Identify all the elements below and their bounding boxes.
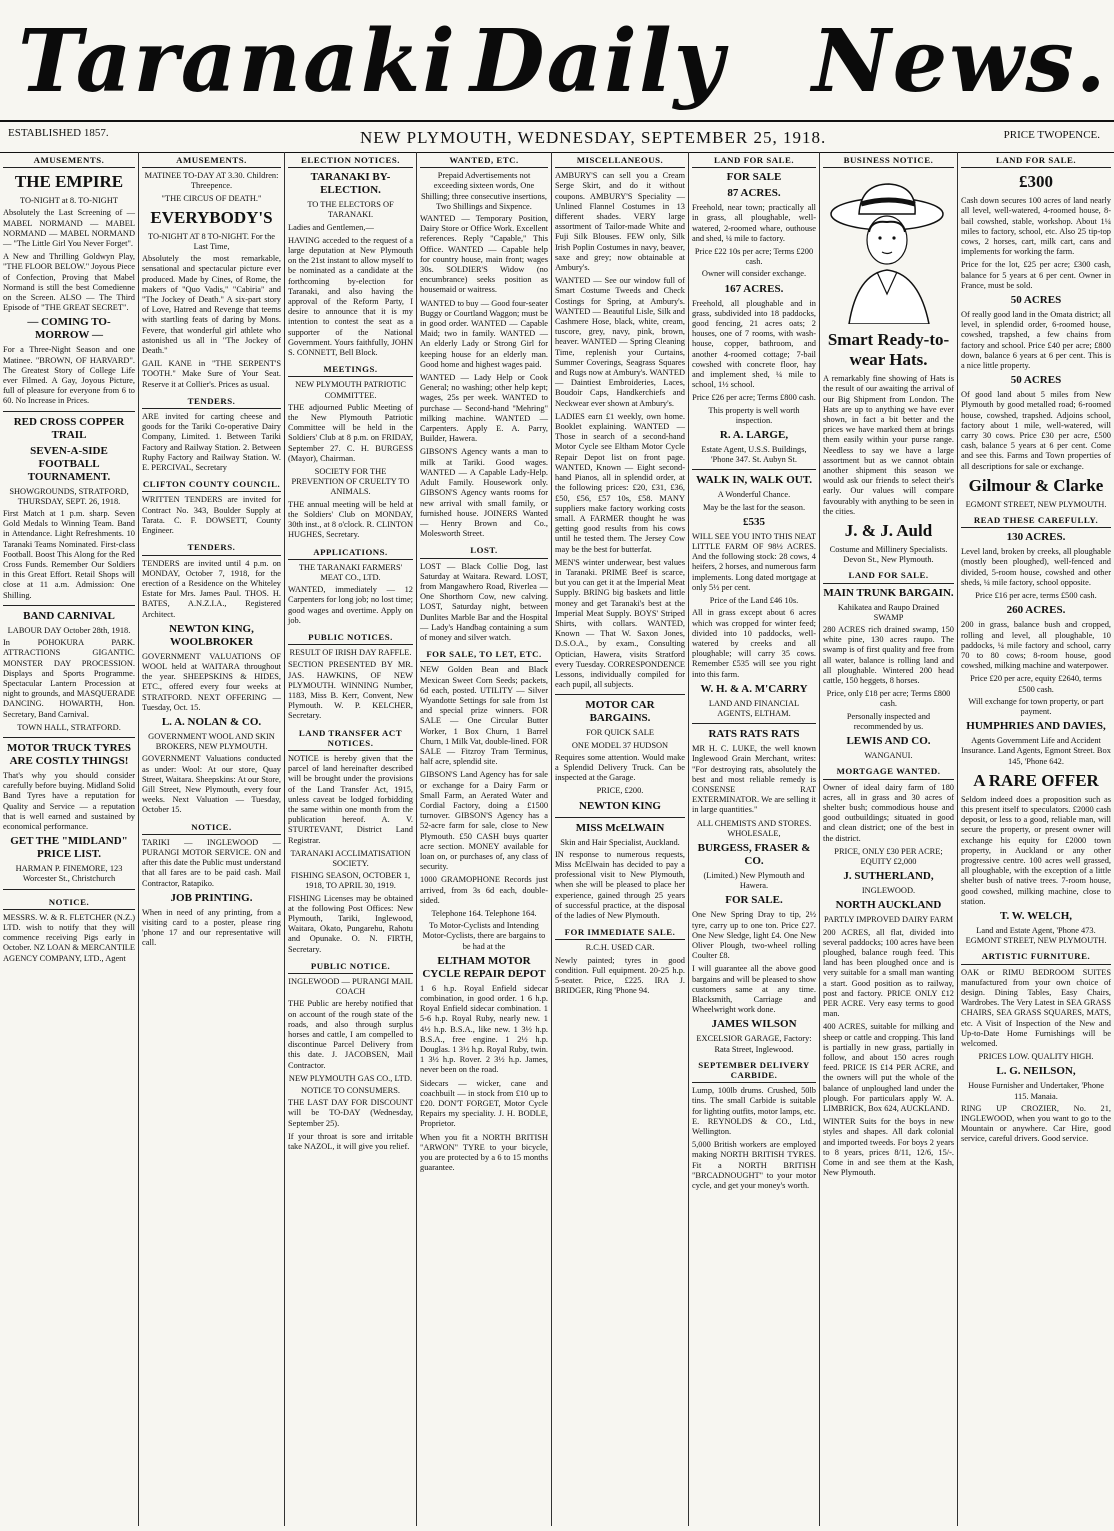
for-sale-ads-1: NEW Golden Bean and Black Mexican Sweet Corn Seeds; packets, 6d each, posted. UTILITY — Silver Wyandotte Settings for sale from 1st and special prize winners. FOR SALE — One Circular Butter Worker, 1 Box Churn, 1 Barrel Churn, 1 Milk Vat, double-lined. FOR SALE — Fitzroy Tram Terminus, half acre, splendid site. [420,665,548,767]
column-7-business [820,152,958,1526]
wilson-subtitle: EXCELSIOR GARAGE, Factory: Rata Street, Inglewood. [696,1034,812,1054]
welch-subtitle: Land and Estate Agent, 'Phone 473. EGMONT STREET, NEW PLYMOUTH. [965,925,1107,946]
misc-ads-3: LADIES earn £1 weekly, own home. Booklet explaining. WANTED — Those in search of a second-hand Motor Cycle see Eltham Motor Cycle Repair Depot list on front page. WANTED, Known — Eight second-hand Pianos, all in splendid order, at the following prices: £20, £31, £36, £50, £56, £57 10s, £58. MANY suppliers make factory working costs small. A FARMER thought he was getting good results from his cows until he tested them. The Jersey Cow may be the best for butterfat. [555,411,685,554]
inspected-note: Personally inspected and recommended by us. [846,711,931,731]
carnival-blurb: In POHOKURA PARK. ATTRACTIONS GIGANTIC. MONSTER DAY PROCESSION. Displays and Sports Programme. Spectacular Lantern Procession at night to grounds, and MASQUERADE DANCING. HOWARTH, Hon. Secretary, Band Carnival. [3,638,135,719]
connett-letter: HAVING acceded to the request of a large deputation at New Plymouth on the 21st instant to allow myself to be nominated as a candidate at the forthcoming by-election for Taranaki, and also having the approval of the Reform Party, I desire to announce that it is my intention to contest the seat as a supporter of the National Government. Yours faithfully, JOHN S. CONNETT, Bell Block. [288,235,413,358]
rch-note: Newly painted; tyres in good condition. Full equipment. 20-25 h.p. 5-seater. Price, £225. IRA J. BRIDGER, Ring 'Phone 94. [555,955,685,996]
immediate-sale-heading: FOR IMMEDIATE SALE. [555,924,685,940]
columns [0,152,1114,1531]
crozier-blurb: RING UP CROZIER, No. 21, INGLEWOOD, when you want to go to the Mountain or anywhere. Car Hire, good service, careful drivers. Good service. [961,1103,1111,1144]
smart-hats-title: Smart Ready-to-wear Hats. [827,330,950,370]
carbide-heading: SEPTEMBER DELIVERY CARBIDE. [692,1057,816,1083]
dateline-bar [0,120,1114,153]
divider [692,723,816,724]
mcelwain-blurb: IN response to numerous requests, Miss McElwain has decided to pay a professional visit to New Plymouth, when she will be pleased to place her experience, gained through 25 years of successful practice, at the disposal of the ladies of New Plymouth. [555,849,685,920]
mail-coach-blurb: THE Public are hereby notified that on account of the rough state of the roads, and also through surplus horses and cattle, I am compelled to discontinue Parcel Delivery from this date. J. JACOBSEN, Mail Contractor. [288,999,413,1070]
price-535: £535 [743,515,765,528]
gilmour-title: Gilmour & Clarke [968,475,1104,495]
nazol-blurb: If your throat is sore and irritable take NAZOL, it will give you relief. [288,1131,413,1152]
raffle-blurb: SECTION PRESENTED BY MR. JAS. HAWKINS, OF NEW PLYMOUTH. WINNING Number, 1183, Miss B. Kerr, Convent, New Plymouth. W. P. KELCHER, Secretary. [288,660,413,721]
acres-87: 87 ACRES. [727,187,781,200]
fishing-season: FISHING SEASON, OCTOBER 1, 1918, TO APRIL 30, 1919. [290,871,411,891]
winter-suits-blurb: WINTER Suits for the boys in new styles and shapes. All dark colonial and imported tweeds. For boys 2 years to 8 years, prices 8/11, 12/6, 15/-. Come in and see them at the Kash, New Plymouth. [823,1117,954,1178]
for-sale-2: FOR SALE. [725,894,783,907]
tournament-title: SEVEN-A-SIDE FOOTBALL TOURNAMENT. [27,444,111,483]
hats-blurb: A remarkably fine showing of Hats is the result of our awaiting the arrival of our Big Shipment from London. The Hats are up to anything we have ever shown, in fact a bit better and the prices we have marked them at brings them easily within your purse range. Needless to say we have a large assortment but as we cannot obtain another shipment this season we would ask our friends to select their's early. Our values will compare favourably with anything to be seen in the cities. [823,374,954,516]
tariki-tender: ARE invited for carting cheese and goods for the Tariki Co-operative Dairy Company, Limited. 1. Between Tariki Factory and Railway Station. 2. Between Ruphy Factory and Railway Station. W. E. PERCIVAL, Secretary [142,412,281,473]
mortgage-price: PRICE, ONLY £30 PER ACRE; EQUITY £2,000 [834,846,943,866]
sidecars-blurb: Sidecars — wicker, cane and coachbuilt — in stock from £10 up to £20. DON'T FORGET, Motor Cycle Repairs my speciality. J. H. BODLE, Proprietor. [420,1078,548,1129]
lost-ads: LOST — Black Collie Dog, last Saturday at Waitara. Reward. LOST, from Mangawhero Road, Riverlea — One Shorthorn Cow, new calving. LOST, Saturday night, between Dunlites Marble Bar and the Hospital — Lady's Handbag containing a sum of money and silver watch. [420,561,548,642]
column-1-amusements [0,152,139,1526]
acres-167-blurb: Freehold, all ploughable and in grass, subdivided into 18 paddocks, good fencing, 21 acres oats; 2 houses, one of 7 rooms, with wash-house, copper, bathroom, and another 4-roomed cottage; 7-bail cowshed with concrete floor, hay and implement shed, ¼ mile to school, 1½ school. [692,298,816,390]
town-hall-line: TOWN HALL, STRATFORD. [17,722,121,732]
cash-down-blurb: Cash down secures 100 acres of land nearly all level, well-watered, 4-roomed house, 8-bail cowshed, stable, workshop. About 1¼ miles to factory, school, etc. Also 25 tip-top cows, 2 horses, cart, milk cart, cans and implements for working the farm. [961,196,1111,257]
coming-tomorrow: — COMING TO-MORROW — [27,316,111,342]
showgrounds-line: SHOWGROUNDS, STRATFORD, THURSDAY, SEPT. 26, 1918. [9,486,129,506]
hudson-title: ONE MODEL 37 HUDSON [571,740,669,750]
salutation: Ladies and Gentlemen,— [288,222,374,232]
applications-heading: APPLICATIONS. [288,544,413,560]
farm-blurb-2: All in grass except about 6 acres which was cropped for winter feed; divided into 10 paddocks, well-watered by creeks and all ploughable; will carry 35 cows. Remember £535 will see you right into this farm. [692,608,816,679]
price-for-lot: Price for the lot, £25 per acre; £300 cash, balance for 5 years at 6 per cent. Owner in France, must be sold. [961,260,1111,290]
acres-200-blurb: 200 ACRES, all flat, divided into several paddocks; 100 acres have been ploughed, balance rough feed. This land has been ploughed once and is very suitable for a small man wanting a start. Good position as to railway, post and factory. PRICE ONLY £12 PER ACRE. Very easy terms to good man. [823,927,954,1019]
good-land-blurb: Of good land about 5 miles from New Plymouth by good metalled road; 6-roomed house, cowshed, trapshed. Adjoins school, factory about 1 mile, well-watered, will carry 30 cows. Price £30 per acre, £500 cash, balance 5 years at 6 per cent. Come and see this. Farms and Town properties of all descriptions for sale or exchange. [961,390,1111,471]
tyres-blurb: That's why you should consider carefully before buying. Midland Solid Band Tyres have a reputation for Quality and Service — a reputation that is well earned and sustained by economical performance. [3,770,135,831]
column-2-amusements [139,152,285,1526]
acres-87-price: Price £22 10s per acre; Terms £200 cash. [694,247,814,267]
fishing-blurb: FISHING Licenses may be obtained at the following Post Offices: New Plymouth, Tariki, Inglewood, Waitara, Okato, Pungarehu, Rahotu and Opunake. O. N. FIRTH, Secretary. [288,893,413,954]
acres-50-b: 50 ACRES [1010,374,1062,387]
humphries-title: HUMPHRIES AND DAVIES, [966,720,1106,733]
clifton-heading: CLIFTON COUNTY COUNCIL. [142,476,281,492]
wonderful-chance: A Wonderful Chance. [717,490,791,500]
divider [3,889,135,890]
divider [555,817,685,818]
floor-below-blurb: A New and Thrilling Goldwyn Play, "THE FLOOR BELOW." Joyous Piece of Confection, Proving that Mabel Normand is still the best Comedienne on the Screen. ALSO — The Third Episode of "THE GREAT SECRET". [3,252,135,313]
chemists-line: ALL CHEMISTS AND STORES. WHOLESALE, [696,818,812,838]
acres-260-price: Price £20 per acre, equity £2640, terms £500 cash. [970,674,1102,694]
motorcycle-list: 1 6 h.p. Royal Enfield sidecar combination, in good order. 1 6 h.p. Royal Enfield sidecar combination. 1 5-6 h.p. Royal Ruby, nearly new. 1 4½ h.p. B.S.A., like new. 1 3½ h.p. B.S.A., free engine. 1 2½ h.p. Douglas. 1 3½ h.p. Royal Ruby, twin. 1 3½ h.p. Rover. 2 3½ h.p. James, never been on the road. [420,983,548,1075]
established-note: ESTABLISHED 1857. [8,127,109,139]
misc-ads-4: MEN'S winter underwear, best values in Taranaki. PRIME Beef is scarce, but you can get it at the Imperial Meat Supply. BRING big baskets and little money and get Taranaki's best at the Imperial Meat Supply. BOYS' Striped Shirts, with collars. WANTED, Known — That W. Saxon Jones, D.S.O.A., by exam., Consulting Optician, Hawera, visits Stratford every Tuesday. CORRESPONDENCE Lessons, individually compiled for each pupil, all subjects. [555,557,685,690]
mail-coach-title: INGLEWOOD — PURANGI MAIL COACH [288,977,413,997]
nolan-blurb: GOVERNMENT Valuations conducted as under: Wool: At our store, Quay Street, Waitara. Sheepskins: At our Store, Gill Street, New Plymouth, every four weeks. Next Valuation — Tuesday, October 15. [142,754,281,815]
divider [3,411,135,412]
acres-167: 167 ACRES. [724,282,784,295]
rch-title: R.C.H. USED CAR. [585,943,655,953]
lost-heading: LOST. [420,542,548,558]
divider [555,694,685,695]
mortgage-heading: MORTGAGE WANTED. [823,763,954,779]
price-note: PRICE TWOPENCE. [1003,129,1100,141]
tenders-heading: TENDERS. [142,393,281,409]
neilson-title: L. G. NEILSON, [996,1065,1076,1078]
acres-400-blurb: 400 ACRES, suitable for milking and sheep or cattle and cropping. This land is partially in new grass, partially in follow, and about 150 acres rough feed. PRICE IS £14 PER ACRE, and the owners will put the whole of the balance of unploughed land under the plough. For particulars apply W. A. LIMBRICK, Box 624, AUCKLAND. [823,1022,954,1113]
cruelty-title: SOCIETY FOR THE PREVENTION OF CRUELTY TO ANIMALS. [291,467,410,497]
hudson-price: PRICE, £200. [596,786,644,796]
copper-trail-title: RED CROSS COPPER TRAIL [13,415,125,441]
empire-blurb: Absolutely the Last Screening of — MABEL NORMAND — MABEL NORMAND — MABEL NORMAND — "The Little Girl You Never Forget". [3,208,135,249]
dairy-farm-subtitle: PARTLY IMPROVED DAIRY FARM [823,915,954,925]
notice-heading: NOTICE. [142,819,281,835]
column-3-election [285,152,417,1526]
brown-harvard-blurb: For a Three-Night Season and one Matinee. "BROWN, OF HARVARD". The Greatest Story of College Life ever Filmed. A Gay, Joyous Picture, full of pleasure for everyone from 6 to 60. No Increase in Prices. [3,345,135,406]
masthead-title-taranaki: Taranaki [18,11,458,112]
hudson-note: Requires some attention. Would make a Splendid Delivery Truck. Can be inspected at the Garage. [555,752,685,783]
exchange-note: Owner will consider exchange. [701,269,807,279]
land-for-sale-heading: LAND FOR SALE. [823,567,954,583]
section-heading: LAND FOR SALE. [961,152,1111,168]
job-printing-blurb: When in need of any printing, from a visiting card to a poster, please ring 'phone 17 and our representative will call. [142,907,281,948]
patriotic-blurb: THE adjourned Public Meeting of the New Plymouth Patriotic Committee will be held in the Soldiers' Club at 8 p.m. on FRIDAY, September 27. C. H. BURGESS (Mayor), Chairman. [288,402,413,463]
labour-day-line: LABOUR DAY October 28th, 1918. [7,625,131,635]
land-act-blurb: NOTICE is hereby given that the parcel of land hereinafter described will be brought under the provisions of the Land Transfer Act, 1915, unless caveat be lodged forbidding the same within one month from the publication hereof. A. V. STURTEVANT, District Land Registrar. [288,753,413,845]
column-6-land [689,152,820,1526]
acres-130: 130 ACRES. [1006,531,1066,544]
burgess-title: BURGESS, FRASER & CO. [697,841,811,867]
divider [692,469,816,470]
woman-hat-illustration [829,174,949,324]
newton-king-name: NEWTON KING [578,799,661,812]
nolan-title: L. A. NOLAN & CO. [161,715,262,728]
section-heading: MISCELLANEOUS. [555,152,685,168]
acres-87-blurb: Freehold, near town; practically all in grass, all ploughable, well-watered, 2-roomed whare, outhouse and shed, ¼ mile to factory. [692,203,816,243]
column-8-land [958,152,1114,1526]
matinee-line: MATINEE TO-DAY AT 3.30. Children: Threepence. [144,171,279,191]
gramophone-ad: 1000 GRAMOPHONE Records just arrived, from 3s 6d each, double-sided. [420,875,548,905]
motor-service-notice: TARIKI — INGLEWOOD — PURANGI MOTOR SERVICE. ON and after this date the Public must understand that all fares are to be paid cash. Mail Contractor, Ratapiko. [142,837,281,888]
wanted-ad-1: WANTED — Temporary Position, Dairy Store or Office Work. Excellent references. Reply "Capable," This Office. WANTED — Capable help for country house, main front; wages 30s. SOLDIER'S Widow (no encumbrance) seeks position as housemaid or waitress. [420,214,548,295]
section-heading: ELECTION NOTICES. [288,152,413,168]
circus-blurb: Absolutely the most remarkable, sensational and spectacular picture ever produced. Made by Cines, of Rome, the makers of "Quo Vadis," "Cabiria" and "The Jockey of Death." A six-part story of Love, Hatred and Revenge that teems with startling feats of daring by Mons. Fevere, that wonderful girl athlete who astonished us all in "The Jockey of Death." [142,254,281,356]
burgess-subtitle: (Limited.) New Plymouth and Hawera. [703,870,805,891]
auld-subtitle: Costume and Millinery Specialists. Devon St., New Plymouth. [829,545,948,565]
acres-50-a: 50 ACRES [1010,294,1062,307]
cruelty-blurb: THE annual meeting will be held at the Soldiers' Club on MONDAY, 30th inst., at 8 o'clock. R. CLINTON HUGHES, Secretary. [288,499,413,540]
section-heading: LAND FOR SALE. [692,152,816,168]
prepaid-note: Prepaid Advertisements not exceeding sixteen words, One Shilling; three consecutive insertions, Two Shillings and Sixpence. [420,171,548,211]
acres-130-price: Price £16 per acre, terms £500 cash. [975,591,1097,601]
section-heading: WANTED, ETC. [420,152,548,168]
acclimatisation-title: TARANAKI ACCLIMATISATION SOCIETY. [290,848,411,868]
mcelwain-title: MISS McELWAIN [575,821,665,834]
raffle-title: RESULT OF IRISH DAY RAFFLE. [289,648,412,658]
consumers-title: NOTICE TO CONSUMERS. [300,1086,401,1096]
for-sale-heading: FOR SALE, TO LET, ETC. [420,646,548,662]
by-election-title: TARANAKI BY-ELECTION. [310,171,391,197]
swamp-price: Price, only £18 per acre; Terms £800 cash. [826,689,951,709]
land-price: Price of the Land £46 10s. [709,596,799,606]
rats-title: RATS RATS RATS [708,728,800,741]
neilson-subtitle: House Furnisher and Undertaker, 'Phone 115. Manaia. [968,1081,1104,1101]
sutherland-subtitle: INGLEWOOD. [861,886,916,896]
section-heading: BUSINESS NOTICE. [823,152,954,168]
column-5-miscellaneous [552,152,689,1526]
eltham-depot-title: ELTHAM MOTOR CYCLE REPAIR DEPOT [422,954,546,980]
finemore-agent: HARMAN P. FINEMORE, 123 Worcester St., Christchurch [15,864,123,884]
lewis-title: LEWIS AND CO. [846,735,931,748]
wilson-title: JAMES WILSON [711,1018,797,1031]
land-act-heading: LAND TRANSFER ACT NOTICES. [288,725,413,751]
main-trunk-title: MAIN TRUNK BARGAIN. [823,586,954,599]
implements-list: One New Spring Dray to tip, 2½ tyre, carry up to one ton. Price £27. One New Sledge, light £4. One New Oliver Plough, two-wheel rolling Coulter £8. [692,910,816,961]
carpenters-wanted: WANTED, immediately — 12 Carpenters for long job; no lost time; good wages and overtime. Apply on job. [288,585,413,625]
divider [3,605,135,606]
ambury-ads-1: AMBURY'S can sell you a Cream Serge Skirt, and do it without coupons. AMBURY'S Speciality — Unlined Flannel Costumes in 13 different shades. VERY large assortment of Tailor-made White and Fuji Silk Blouses. FEW only, Silk Irish Poplin Costumes in navy, beaver, saxe and grey; now obtainable at Ambury's. [555,171,685,273]
clifton-tender: WRITTEN TENDERS are invited for Contract No. 343, Boulder Supply at Tarata. C. F. DOWSETT, County Engineer. [142,495,281,536]
rats-blurb: MR H. C. LUKE, the well known Inglewood Grain Merchant, writes: "For destroying rats, absolutely the best and most reliable remedy is CONSENSE RAT EXTERMINATOR. We are selling it in large quantities." [692,744,816,815]
north-british-tyre: When you fit a NORTH BRITISH "ARWON" TYRE to your bicycle, you are protected by a 6 to 15 months guarantee. [420,1132,548,1173]
circus-of-death: "THE CIRCUS OF DEATH." [161,193,262,203]
motor-tyres-title: MOTOR TRUCK TYRES ARE COSTLY THINGS! [6,741,132,767]
welch-title: T. W. WELCH, [999,909,1073,922]
patriotic-title: NEW PLYMOUTH PATRIOTIC COMMITTEE. [295,380,406,400]
band-carnival-title: BAND CARNIVAL [23,609,115,622]
farm-blurb: WILL SEE YOU INTO THIS NEAT LITTLE FARM OF 98½ ACRES. And the following stock: 28 cows, 4 heifers, 2 horses, and numerous farm implements. Long dated mortgage at only 5½ per cent. [692,531,816,592]
swamp-subtitle: Kahikatea and Raupo Drained SWAMP [837,602,940,622]
auld-title: J. & J. Auld [844,521,933,541]
divider [3,737,135,738]
furniture-heading: ARTISTIC FURNITURE. [961,948,1111,964]
acres-130-blurb: Level land, broken by creeks, all ploughable (mostly been ploughed), well-fenced and divided, 5-room house, cowshed and other sheds, ¼ mile factory, school opposite. [961,547,1111,587]
nolan-subtitle: GOVERNMENT WOOL AND SKIN BROKERS, NEW PLYMOUTH. [148,731,275,752]
everybodys-title: EVERYBODY'S [150,207,273,227]
meetings-heading: MEETINGS. [288,361,413,377]
newton-king-title: NEWTON KING, WOOLBROKER [169,622,254,648]
section-heading: AMUSEMENTS. [142,152,281,168]
wanted-ad-4: GIBSON'S Agency wants a man to milk at Tariki. Good wages. WANTED — A Capable Lady-Help. Adult Family. Housework only. GIBSON'S Agency wants rooms for new arrival with small family, or furnished house. JOINERS Wanted — Henry Brown and Co., Molesworth Street. [420,447,548,539]
midland-price-list: GET THE "MIDLAND" PRICE LIST. [10,835,128,861]
tournament-blurb: First Match at 1 p.m. sharp. Seven Gold Medals to Winning Team. Band in Attendance. Light Refreshments. 10 Taranaki Teams Nominated. First-class Football. Boost This Along for the Red Cross Funds. Remember Our Soldiers in this Great Effort. Retail Shops will close at 11 a.m. Admission: One Shilling. [3,509,135,600]
lewis-subtitle: WANGANUI. [864,751,913,761]
mccarry-title: W. H. & A. M'CARRY [700,682,808,695]
furniture-blurb: OAK or RIMU BEDROOM SUITES manufactured from your own choice of design. Dining Tables, Easy Chairs, Wardrobes. The Very Latest in SEA GRASS CHAIRS, SEA GRASS SQUARES, MATS, etc. A Visit of Inspection of the New and Up-to-Date Home Furnishings will be welcomed. [961,967,1111,1048]
implements-note: I will guarantee all the above good bargains and will be pleased to show customers same at any time. Blacksmith, Carriage and Wheelwright work done. [692,964,816,1015]
gas-co-title: NEW PLYMOUTH GAS CO., LTD. [288,1073,413,1083]
place-and-date: NEW PLYMOUTH, WEDNESDAY, SEPTEMBER 25, 1918. [360,128,827,147]
column-4-wanted [417,152,552,1526]
gilmour-subtitle: EGMONT STREET, NEW PLYMOUTH. [965,499,1107,509]
wool-valuations: GOVERNMENT VALUATIONS OF WOOL held at WAITARA throughout the year. SHEEPSKINS & HIDES, ETC., offered every four weeks at STRATFORD. NEXT OFFERING — Tuesday, Oct. 15. [142,651,281,712]
exchange-note: Will exchange for town property, or part payment. [968,696,1104,716]
gail-kane-blurb: GAIL KANE in "THE SERPENT'S TOOTH." Make Sure of Your Seat. Reserve it at Collier's. Prices as usual. [142,359,281,389]
carbide-blurb: Lump, 100lb drums. Crushed, 50lb tins. The small Carbide is suitable for lighting outfits, motor lamps, etc. E. REYNOLDS & CO., Ltd., Wellington. [692,1086,816,1137]
for-sale-ads-2: GIBSON'S Land Agency has for sale or exchange for a Dairy Farm or Small Farm, an Aerated Water and Cordial Factory, doing a £1500 turnover. GIBSON'S Agency has a 52-acre farm for sale, close to New Plymouth. £50 CASH buys quarter acre section. MONEY available for loan on, or purchases of, any class of security. [420,770,548,872]
farmers-meat-title: THE TARANAKI FARMERS' MEAT CO., LTD. [298,562,403,582]
public-notice-heading: PUBLIC NOTICE. [288,958,413,974]
mccarry-subtitle: LAND AND FINANCIAL AGENTS, ELTHAM. [708,698,800,718]
inspection-note: This property is well worth inspection. [708,405,800,425]
motorists-line: To Motor-Cyclists and Intending Motor-Cyclists, there are bargains to be had at the [422,921,546,951]
swamp-blurb: 280 ACRES rich drained swamp, 150 white pine, 130 acres raupo. The swamp is of first quality and free from all water, balance is rolling land and all ploughable. Wintered 200 head cattle, 150 heggets, 8 horses. [823,625,954,686]
section-heading: AMUSEMENTS. [3,152,135,168]
rare-offer-blurb: Seldom indeed does a proposition such as this present itself to speculators. £2000 cash deposit, or less to a good, reliable man, will secure the property, or present owner will exchange his equity for £2000 town property, in Auckland or any other progressive centre. 100 acres well grassed, all ploughable, with the exception of a little shelter bush of native trees. 7-room house, good cowshed, milking machine, close to station. [961,794,1111,906]
read-carefully-heading: READ THESE CAREFULLY. [961,512,1111,528]
sutherland-title: J. SUTHERLAND, [843,870,934,883]
quick-sale: FOR QUICK SALE [586,728,654,738]
motor-car-bargains: MOTOR CAR BARGAINS. [585,699,655,725]
for-sale-title: FOR SALE [726,171,782,184]
north-auckland-title: NORTH AUCKLAND [835,899,942,912]
empire-title: THE EMPIRE [14,172,124,192]
walk-in-title: WALK IN, WALK OUT. [695,474,813,487]
acres-167-price: Price £26 per acre; Terms £800 cash. [692,393,816,403]
residence-tender: TENDERS are invited until 4 p.m. on MONDAY, October 7, 1918, for the erection of a Residence on the Whiteley Estate for Mrs. James Paul. THOS. H. BATES, A.N.Z.I.A., Registered Architect. [142,558,281,619]
notice-heading: NOTICE. [3,894,135,910]
tenders-heading-2: TENDERS. [142,539,281,555]
wanted-ad-2: WANTED to buy — Good four-seater Buggy or Courtland Waggon; must be in good order. WANTED — Capable Maid; two in family. WANTED — An elderly Lady or Strong Girl for keeping house for an elderly man. Good home and highest wages paid. [420,298,548,369]
last-for-season: May be the last for the season. [702,502,806,512]
public-notices-heading: PUBLIC NOTICES. [288,629,413,645]
masthead [0,0,1114,118]
mortgage-blurb: Owner of ideal dairy farm of 180 acres, all in grass and 30 acres of shelter bush; commodious house and good outbuildings; situated in good and clean district; one of the best in the district. [823,782,954,843]
humphries-subtitle: Agents Government Life and Accident Insurance. Land Agents, Egmont Street. Box 145, 'Phone 642. [961,736,1111,766]
price-300: £300 [1019,172,1053,192]
electors-line: TO THE ELECTORS OF TARANAKI. [307,200,394,220]
acres-260: 260 ACRES. [1006,604,1066,617]
mcelwain-subtitle: Skin and Hair Specialist, Auckland. [560,837,680,847]
fletcher-notice: MESSRS. W. & R. FLETCHER (N.Z.) LTD. wish to notify that they will commence receiving Pigs early in October. NZ LOAN & MERCANTILE AGENCY COMPANY, LTD., Agent [3,912,135,963]
masthead-title-news: News. [812,11,1108,112]
job-printing-title: JOB PRINTING. [170,891,253,904]
everybodys-times: TO-NIGHT AT 8 TO-NIGHT. For the Last Time, [147,231,275,252]
large-address: Estate Agent, U.S.S. Buildings, 'Phone 347. St. Aubyn St. [701,445,807,465]
rare-offer-title: A RARE OFFER [973,770,1099,790]
empire-times: TO-NIGHT at 8. TO-NIGHT [19,196,118,206]
telephone-line: Telephone 164. Telephone 164. [431,909,537,919]
discount-blurb: THE LAST DAY FOR DISCOUNT will be TO-DAY (Wednesday, September 25). [288,1098,413,1128]
large-agent: R. A. LARGE, [719,429,789,442]
prices-low: PRICES LOW. QUALITY HIGH. [978,1052,1094,1062]
omata-blurb: Of really good land in the Omata district; all level, in splendid order, 6-roomed house, cowshed, trapshed, a few chains from factory and school. Price £40 per acre; £800 down, balance 6 years at 6 per cent. This is a nice little property. [961,310,1111,371]
wanted-ad-3: WANTED — Lady Help or Cook General; no washing; other help kept; wages, 25s per week. WANTED to purchase — Second-hand "Mehring" milking machine. WANTED — Carpenters. Apply E. A. Parry, Builder, Hawera. [420,373,548,444]
acres-260-blurb: 200 in grass, balance bush and cropped, rolling and level, all ploughable, 10 paddocks, ¼ mile factory and school, carry 70 to 80 cows; 8-room house, good cowshed, milking machine and waterpower. [961,620,1111,671]
masthead-title-daily: Daily [470,11,726,112]
ambury-ads-2: WANTED — See our window full of Smart Costume Tweeds and Check Costings for Spring, at Ambury's. WANTED — Beautiful Lisle, Silk and Cashmere Hose, black, white, cream, tuscore, grey, navy, pink, brown, heaver. WANTED — Spring Cleaning Time, replenish your Curtains, Summer Coverings, Seagrass Squares and Rugs now at Ambury's. WANTED — Daintiest Embroideries, Laces, Boudoir Caps, Handkerchiefs and Neckwear ever shown at Ambury's. [555,276,685,408]
british-workers-blurb: 5,000 British workers are employed making NORTH BRITISH TYRES. Fit a NORTH BRITISH "BRCADNOUGHT" to your motor cycle, and get your money's worth. [692,1140,816,1191]
